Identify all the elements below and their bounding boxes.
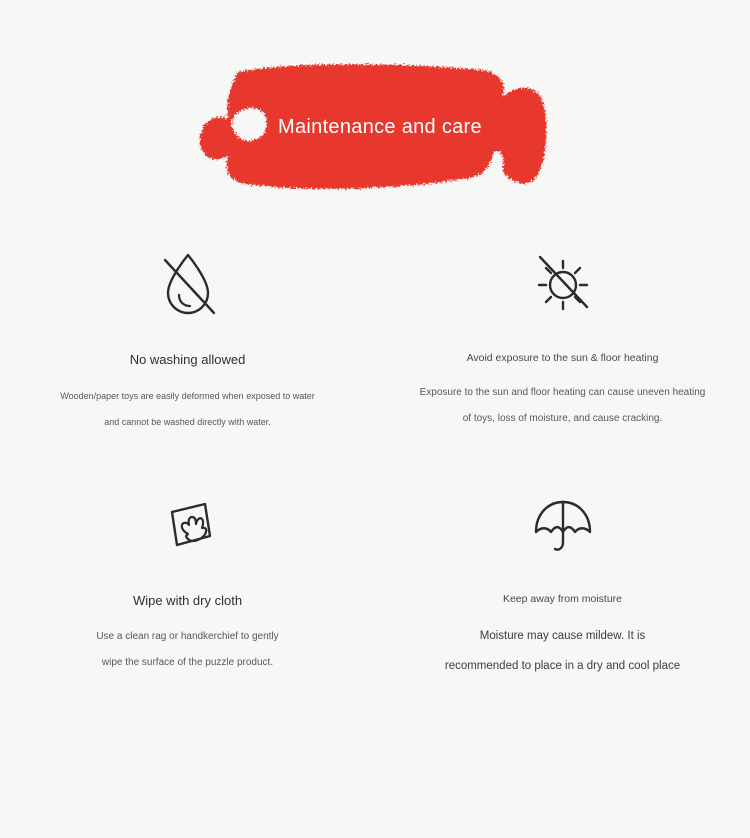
banner-title: Maintenance and care xyxy=(278,115,482,138)
no-water-drop-icon xyxy=(148,240,228,326)
care-item-title: Avoid exposure to the sun & floor heating xyxy=(466,352,659,364)
no-sun-icon xyxy=(523,240,603,326)
care-item-description xyxy=(398,621,728,681)
care-item-keep-away-moisture xyxy=(375,481,750,681)
umbrella-icon xyxy=(523,481,603,567)
care-item-avoid-sun xyxy=(375,240,750,435)
wipe-cloth-hand-icon xyxy=(148,481,228,567)
care-item-description-line: and cannot be washed directly with water. xyxy=(104,417,271,427)
care-item-description xyxy=(398,380,728,432)
care-item-description-line: Exposure to the sun and floor heating can cause uneven heating xyxy=(419,387,706,398)
care-item-description-line: recommended to place in a dry and cool place xyxy=(444,660,681,672)
care-item-description xyxy=(23,383,353,435)
care-items-grid xyxy=(0,240,750,681)
care-item-description-line: wipe the surface of the puzzle product. xyxy=(101,657,274,668)
care-item-title: Wipe with dry cloth xyxy=(132,593,243,608)
care-item-title: No washing allowed xyxy=(129,352,246,367)
care-item-wipe-dry-cloth xyxy=(0,481,375,681)
care-item-description-line: of toys, loss of moisture, and cause cracking. xyxy=(462,413,663,424)
care-item-description-line: Moisture may cause mildew. It is xyxy=(479,630,646,642)
care-item-description xyxy=(23,624,353,676)
care-item-no-washing xyxy=(0,240,375,435)
care-item-description-line: Wooden/paper toys are easily deformed when exposed to water xyxy=(60,391,315,401)
care-item-description-line: Use a clean rag or handkerchief to gently xyxy=(96,631,279,642)
banner xyxy=(0,52,750,202)
care-item-title: Keep away from moisture xyxy=(502,593,623,605)
